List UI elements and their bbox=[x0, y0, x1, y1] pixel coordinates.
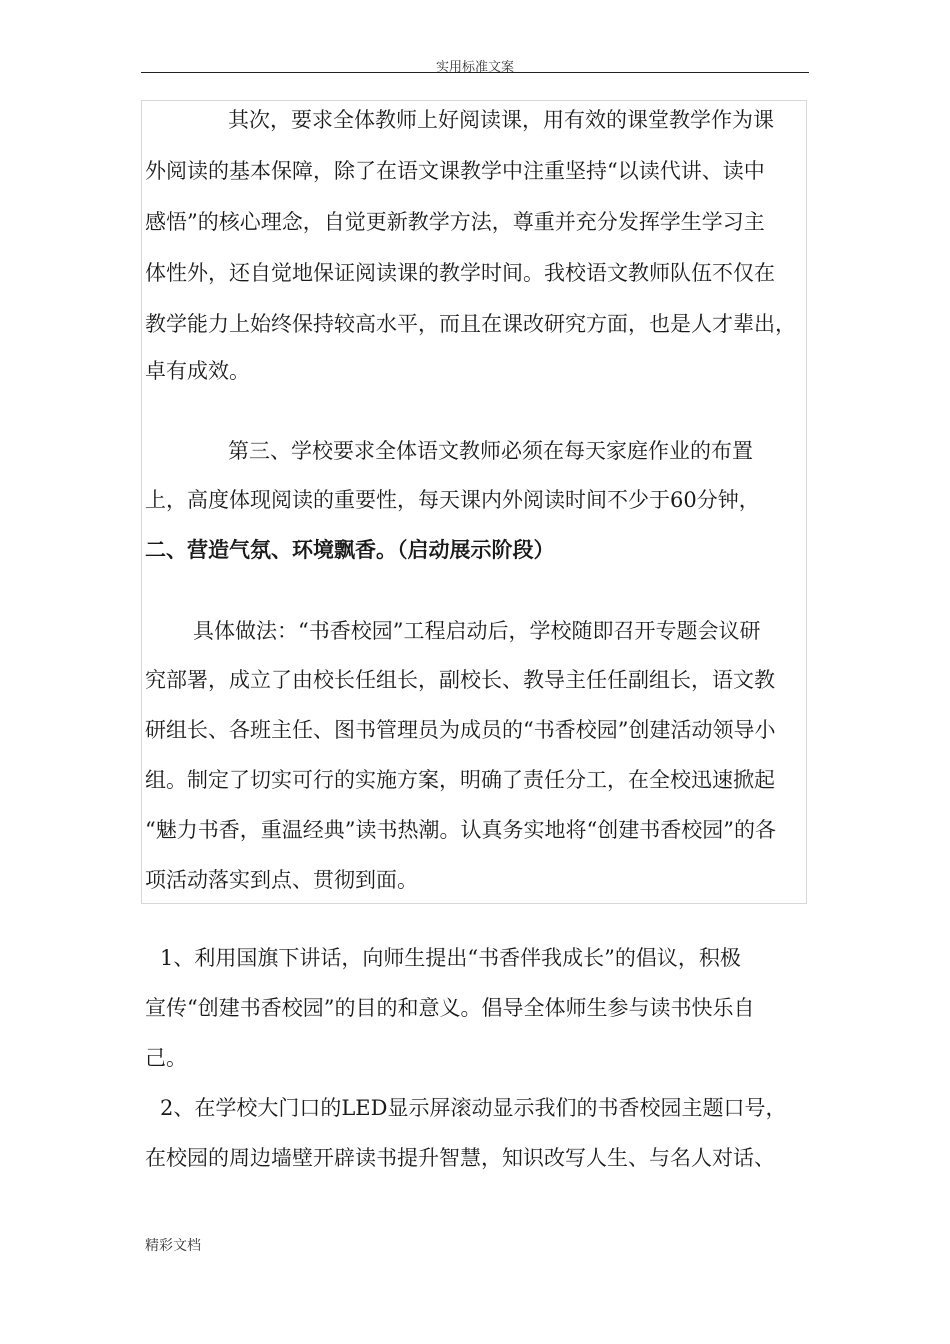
paragraph-second-line: 其次，要求全体教师上好阅读课，用有效的课堂教学作为课 bbox=[228, 108, 774, 132]
paragraph-method-line: 项活动落实到点、贯彻到面。 bbox=[145, 868, 418, 892]
paragraph-second-line: 感悟”的核心理念，自觉更新教学方法，尊重并充分发挥学生学习主 bbox=[145, 210, 765, 234]
paragraph-method-line: 组。制定了切实可行的实施方案，明确了责任分工，在全校迅速掀起 bbox=[145, 768, 775, 792]
page-footer-label: 精彩文档 bbox=[145, 1238, 201, 1254]
list-item-one-line: 己。 bbox=[145, 1046, 187, 1070]
paragraph-second-line: 外阅读的基本保障，除了在语文课教学中注重坚持“以读代讲、读中 bbox=[145, 159, 765, 183]
paragraph-second-line: 教学能力上始终保持较高水平，而且在课改研究方面，也是人才辈出， bbox=[145, 312, 796, 336]
list-item-two-line: 在校园的周边墙壁开辟读书提升智慧，知识改写人生、与名人对话、 bbox=[145, 1146, 775, 1170]
paragraph-method-line: 研组长、各班主任、图书管理员为成员的“书香校园”创建活动领导小 bbox=[145, 718, 776, 742]
paragraph-method-line: “魅力书香，重温经典”读书热潮。认真务实地将“创建书香校园”的各 bbox=[145, 818, 776, 842]
paragraph-method-line: 究部署，成立了由校长任组长，副校长、教导主任任副组长，语文教 bbox=[145, 668, 775, 692]
paragraph-third-line: 第三、学校要求全体语文教师必须在每天家庭作业的布置 bbox=[228, 439, 753, 463]
header-divider bbox=[141, 72, 809, 73]
list-item-one-line: 宣传“创建书香校园”的目的和意义。倡导全体师生参与读书快乐自 bbox=[145, 996, 755, 1020]
section-heading: 二、营造气氛、环境飘香。（启动展示阶段） bbox=[145, 538, 555, 562]
paragraph-second-line: 体性外，还自觉地保证阅读课的教学时间。我校语文教师队伍不仅在 bbox=[145, 261, 775, 285]
paragraph-third-line: 上，高度体现阅读的重要性，每天课内外阅读时间不少于60分钟， bbox=[145, 488, 760, 512]
paragraph-second-line: 卓有成效。 bbox=[145, 359, 250, 383]
list-item-one-line: 1、利用国旗下讲话，向师生提出“书香伴我成长”的倡议，积极 bbox=[160, 946, 741, 970]
page-header-title: 实用标准文案 bbox=[435, 60, 514, 75]
paragraph-method-line: 具体做法：“书香校园”工程启动后，学校随即召开专题会议研 bbox=[193, 619, 761, 643]
list-item-two-line: 2、在学校大门口的LED显示屏滚动显示我们的书香校园主题口号， bbox=[160, 1096, 787, 1120]
